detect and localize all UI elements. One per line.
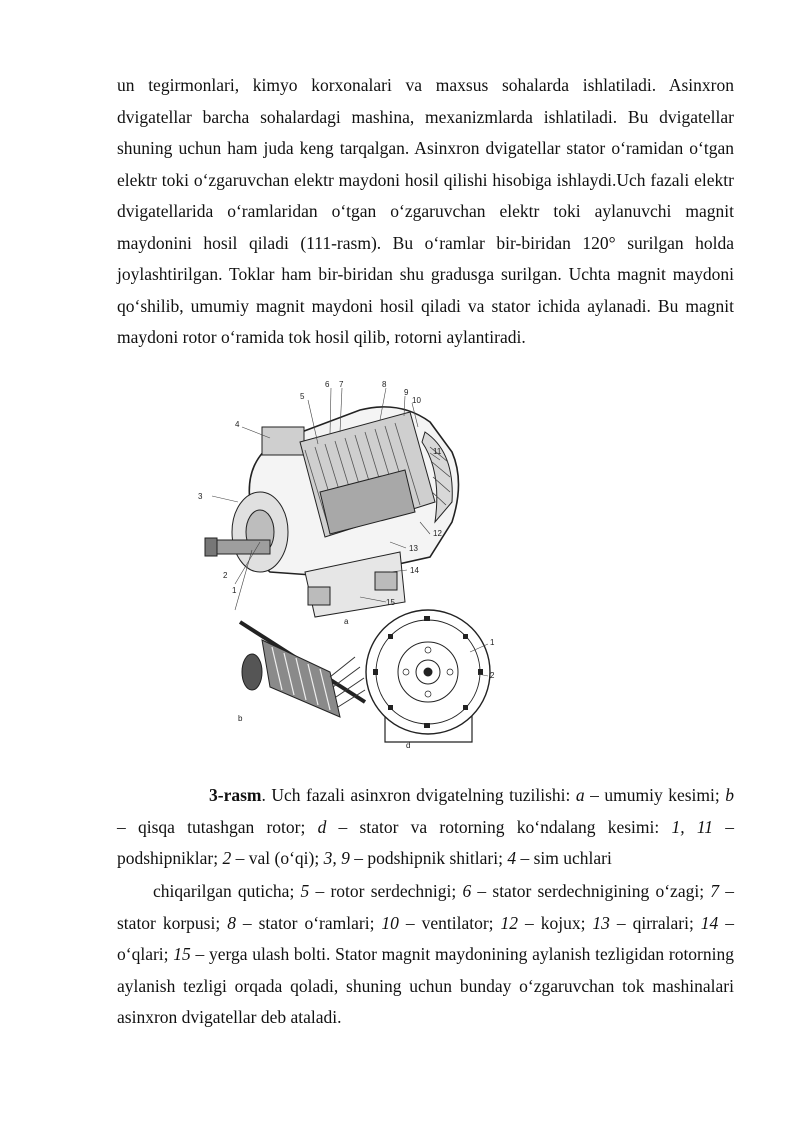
callout-1: 1 [232, 586, 237, 595]
callout-6: 6 [325, 380, 330, 389]
callout-d-2: 2 [490, 671, 495, 680]
figure-number: 3-rasm [209, 785, 262, 805]
callout-10: 10 [412, 396, 421, 405]
figure-caption-continued: chiqarilgan qutichа; 5 – rotor serdechnigi; 6 – stator serdechnigining o‘zagi; 7 – stator korpusi; 8 – stator o‘ramlari; 10 – ventilator; 12 – kojux; 13 – qirralari; 14 – o‘qlari; 15 – yerga ulash bolti. Stator magnit maydonining aylanish tezligidan rotorning aylanish tezligi orqada qoladi, shuning uchun bunday o‘zgaruvchan tok mashinalari asinxron dvigatellar deb ataladi. [117, 881, 735, 1027]
sublabel-a: a [344, 617, 349, 626]
motor-figure [190, 372, 520, 757]
callout-d-1: 1 [490, 638, 495, 647]
rotor-drawing [240, 622, 365, 717]
callout-2: 2 [223, 571, 228, 580]
callout-4: 4 [235, 420, 240, 429]
callout-8: 8 [382, 380, 387, 389]
callout-13: 13 [409, 544, 418, 553]
sublabel-b: b [238, 714, 243, 723]
callout-9: 9 [404, 388, 409, 397]
figure-caption: 3-rasm. Uch fazali asinxron dvigatelning tuzilishi: a – umumiy kesimi; b – qisqa tutashgan rotor; d – stator va rotorning ko‘ndalang kesimi: 1, 11 – podshipniklar; 2 – val (o‘qi); 3, 9 – podshipnik shitlari; 4 – sim uchlari [117, 785, 735, 868]
callout-7: 7 [339, 380, 344, 389]
motor-cutaway-drawing [205, 407, 459, 617]
body-paragraph: un tegirmonlari, kimyo korxonalari va maxsus sohalarda ishlatiladi. Asinxron dvigatellar barcha sohalardagi mashina, mexanizmlarda ishlatiladi. Bu dvigatellar shuning uchun ham juda keng tarqalgan. Asinxron dvigatellar stator o‘ramidan o‘tgan elektr toki o‘zgaruvchan elektr maydoni hosil qilishi hisobiga ishlaydi.Uch fazali elektr dvigatellarida o‘ramlaridan o‘tgan o‘zgaruvchan elektr toki aylanuvchi magnit maydonini hosil qiladi (111-rasm). Bu o‘ramlar bir-biridan 120° surilgan holda joylashtirilgan. Toklar ham bir-biridan shu gradusga surilgan. Uchta magnit maydoni qo‘shilib, umumiy magnit maydoni hosil qiladi va stator ichida aylanadi. Bu magnit maydoni rotor o‘ramida tok hosil qilib, rotorni aylantiradi. [117, 75, 734, 347]
callout-14: 14 [410, 566, 419, 575]
callout-12: 12 [433, 529, 442, 538]
callout-3: 3 [198, 492, 203, 501]
sublabel-d: d [406, 741, 411, 750]
callout-5: 5 [300, 392, 305, 401]
cross-section-drawing [366, 610, 490, 742]
motor-illustration [190, 372, 520, 757]
callout-11: 11 [433, 447, 442, 456]
callout-15: 15 [386, 598, 395, 607]
